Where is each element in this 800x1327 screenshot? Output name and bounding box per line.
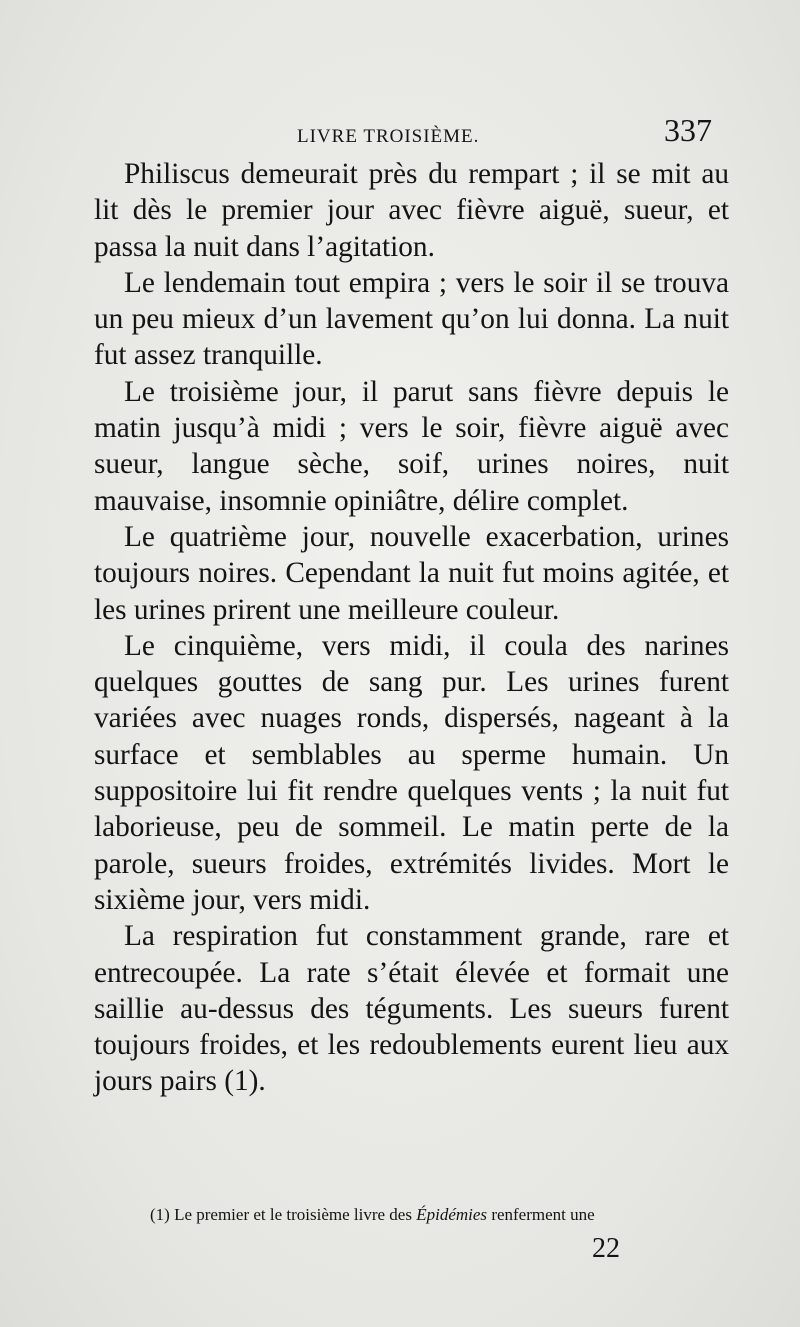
footnote-italic-title: Épidémies [416,1205,488,1224]
page-header [92,112,712,152]
signature-mark: 22 [592,1233,620,1264]
paragraph: Le quatrième jour, nouvelle exacerbation, urines toujours noires. Cependant la nuit fut moins agitée, et les urines prirent une meilleure couleur. [94,520,729,626]
running-head: LIVRE TROISIÈME. [297,126,480,147]
paragraph: Le troisième jour, il parut sans fièvre depuis le matin jusqu’à midi ; vers le soir, fièvre aiguë avec sueur, langue sèche, soif, urines noires, nuit mauvaise, insomnie opiniâtre, délire complet. [94,375,729,517]
body-text [94,156,729,1100]
paragraph: Le cinquième, vers midi, il coula des narines quelques gouttes de sang pur. Les urines furent variées avec nuages ronds, dispersés, nageant à la surface et semblables au sperme humain. Un suppositoire lui fit rendre quelques vents ; la nuit fut laborieuse, peu de sommeil. Le matin perte de la parole, sueurs froides, extrémités livides. Mort le sixième jour, vers midi. [94,629,729,916]
paragraph: Philiscus demeurait près du rempart ; il se mit au lit dès le premier jour avec fièvre aiguë, sueur, et passa la nuit dans l’agitation. [94,158,729,263]
footnote-text-end: renferment une [487,1205,595,1224]
paragraph: Le lendemain tout empira ; vers le soir il se trouva un peu mieux d’un lavement qu’on lui donna. La nuit fut assez tranquille. [94,266,729,372]
footnote [150,1205,740,1225]
footnote-text: (1) Le premier et le troisième livre des [150,1205,417,1224]
paragraph: La respiration fut constamment grande, rare et entrecoupée. La rate s’était élevée et formait une saillie au-dessus des téguments. Les sueurs furent toujours froides, et les redoublements eurent lieu aux jours pairs (1). [94,920,729,1098]
page-number: 337 [664,112,712,148]
